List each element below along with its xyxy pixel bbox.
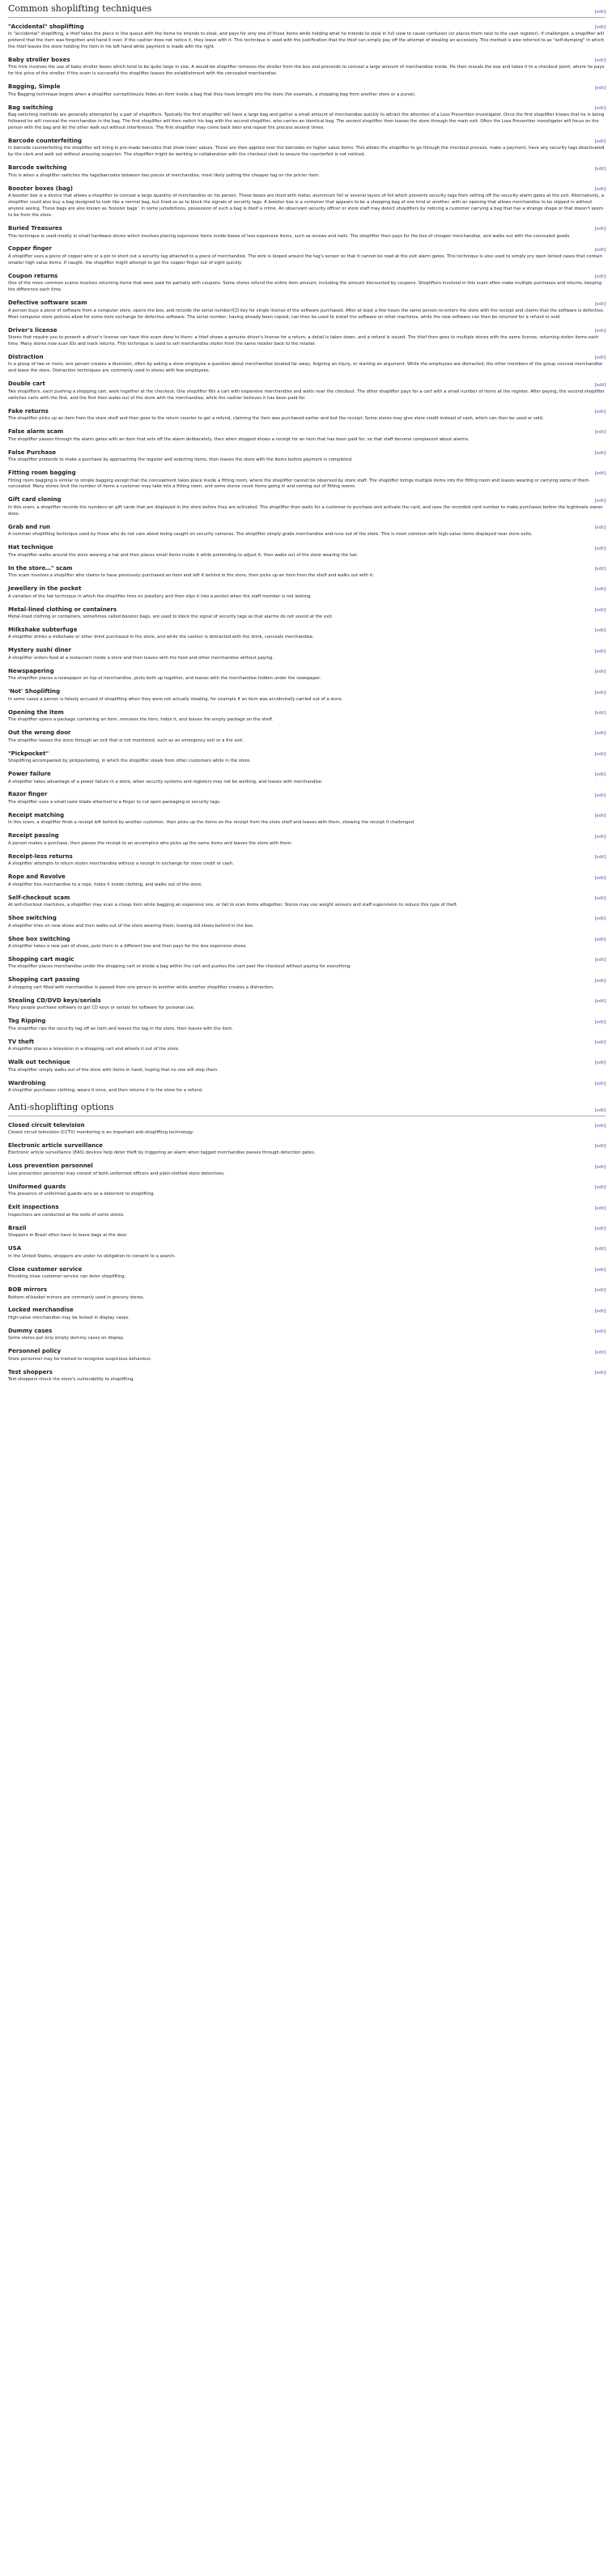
- subsection: [8, 1162, 606, 1177]
- subsection-heading: Close customer service [edit]: [8, 1265, 606, 1273]
- section-heading-anti: Anti-shoplifting options [edit]: [8, 1101, 606, 1116]
- subsection: [8, 185, 606, 219]
- paragraph: A shoplifter places a television in a shopping cart and wheels it out of the store.: [8, 1047, 180, 1052]
- edit-link[interactable]: [edit]: [595, 1041, 606, 1045]
- edit-link[interactable]: [edit]: [595, 1109, 606, 1114]
- subsection-heading: Opening the item [edit]: [8, 708, 606, 716]
- subsection-heading: Closed circuit television [edit]: [8, 1121, 606, 1129]
- subsection-heading: Shopping cart magic [edit]: [8, 955, 606, 963]
- paragraph: A shoplifter tries on new shoes and then walks out of the store wearing them, leaving old shoes behind in the box.: [8, 923, 254, 929]
- paragraph: Bag switching methods are generally attempted by a pair of shoplifters. Typically the first shoplifter will have a large bag and gather a small amount of merchandise quickly to attract the attention of a Loss Prevention investigator. Once the first shoplifter knows that he is being followed he will conceal the merchandise in the bag. The first shoplifter will then switch his bag with the second shoplifter, who carries an identical bag. The second shoplifter then leaves the store through the main exit. Often the Loss Prevention investigator will focus on the person with the bag and let the other walk out without interference. The first shoplifter may come back later and repeat the process several times.: [8, 113, 605, 130]
- edit-link[interactable]: [edit]: [595, 670, 606, 675]
- subsection: [8, 852, 606, 868]
- subsection-heading: Personnel policy [edit]: [8, 1348, 606, 1355]
- subsection: [8, 1368, 606, 1384]
- subsection: [8, 750, 606, 765]
- edit-link[interactable]: [edit]: [595, 959, 606, 963]
- edit-link[interactable]: [edit]: [595, 629, 606, 634]
- subsection: [8, 1141, 606, 1157]
- subsection-heading: Driver's license [edit]: [8, 326, 606, 334]
- paragraph: The shoplifter walks around the store wearing a hat and then places small items inside it while pretending to adjust it, then walks out of the store wearing the hat.: [8, 552, 359, 558]
- edit-link[interactable]: [edit]: [595, 814, 606, 819]
- paragraph: A shoplifter takes a new pair of shoes, puts them in a different box and then pays for the less expensive shoes.: [8, 944, 248, 949]
- edit-link[interactable]: [edit]: [595, 1309, 606, 1314]
- subsection-heading: "Accidental" shoplifting [edit]: [8, 23, 606, 30]
- paragraph: Test shoppers check the store's vulnerability to shoplifting.: [8, 1377, 135, 1383]
- subsection: [8, 770, 606, 785]
- subsection-heading: False Purchase [edit]: [8, 448, 606, 456]
- subsection-heading: Grab and run [edit]: [8, 523, 606, 531]
- subsection: [8, 244, 606, 266]
- subsection: [8, 626, 606, 641]
- subsection-heading: Razor finger [edit]: [8, 791, 606, 798]
- subsection-heading: Receipt-less returns [edit]: [8, 852, 606, 861]
- subsection-heading: Self-checkout scam [edit]: [8, 894, 606, 901]
- edit-link[interactable]: [edit]: [595, 1020, 606, 1025]
- subsection: [8, 955, 606, 971]
- paragraph: Shoplifting accompanied by pickpocketing, in which the shoplifter steals from other customers while in the store.: [8, 759, 252, 764]
- subsection-heading: Locked merchandise [edit]: [8, 1307, 606, 1314]
- subsection: [8, 811, 606, 827]
- subsection: [8, 495, 606, 517]
- subsection-heading: Stealing CD/DVD keys/serials [edit]: [8, 997, 606, 1005]
- subsection: [8, 790, 606, 806]
- subsection: [8, 564, 606, 580]
- paragraph: A shoplifter drinks a milkshake or other drink purchased in the store, and while the cashier is distracted with the drink, conceals merchandise.: [8, 635, 314, 640]
- paragraph: This is when a shoplifter switches the tags/barcodes between two pieces of merchandise, most likely putting the cheaper tag on the pricier item.: [8, 172, 320, 178]
- subsection: [8, 729, 606, 744]
- edit-link[interactable]: [edit]: [595, 1350, 606, 1355]
- subsection-heading: Out the wrong door [edit]: [8, 729, 606, 737]
- subsection: [8, 272, 606, 294]
- main-sections: [8, 23, 606, 1095]
- paragraph: The Bagging technique begins when a shoplifter surreptitiously hides an item inside a bag that they have brought into the store (for example, a shopping bag from another store or a purse).: [8, 91, 416, 97]
- subsection-heading: Rope and Revolve [edit]: [8, 874, 606, 881]
- subsection-heading: In the store…" scam [edit]: [8, 564, 606, 572]
- paragraph: Stores that require you to present a driver's license can have this scam done to them: a thief shows a genuine driver's license for a return, a detail is taken down, and a refund is issued. The thief then goes to multiple stores with the same license, returning stolen items each time. Many stores now scan IDs and track returns. This technique is used to sell merchandise stolen from the same retailer back to the retailer.: [8, 335, 599, 346]
- subsection: [8, 299, 606, 321]
- edit-link[interactable]: [edit]: [595, 649, 606, 654]
- subsection-heading: Exit inspections [edit]: [8, 1204, 606, 1211]
- subsection: [8, 380, 606, 402]
- subsection-heading: Test shoppers [edit]: [8, 1368, 606, 1376]
- subsection-heading: BOB mirrors [edit]: [8, 1286, 606, 1294]
- edit-link[interactable]: [edit]: [595, 732, 606, 737]
- paragraph: Loss prevention personnel may consist of both uniformed officers and plain-clothed store detectives.: [8, 1171, 225, 1176]
- paragraph: The shoplifter places a newspaper on top of merchandise, picks both up together, and leaves with the merchandise hidden under the newspaper.: [8, 676, 321, 682]
- paragraph: This trick involves the use of baby stroller boxes which tend to be quite large in size. A would-be shoplifter removes the stroller from the box and proceeds to conceal a large amount of merchandise inside. He then reseals the box and takes it to a checkout point, where he pays for the price of the stroller. If the scam is successful the shoplifter leaves the establishment with the concealed merchandise.: [8, 65, 605, 77]
- subsection: [8, 543, 606, 559]
- paragraph: A shoplifter ties merchandise to a rope, hides it inside clothing, and walks out of the store.: [8, 882, 203, 887]
- subsection-heading: Power failure [edit]: [8, 771, 606, 778]
- subsection: [8, 469, 606, 491]
- subsection-heading: Defective software scam [edit]: [8, 300, 606, 307]
- subsection-heading: Walk out technique [edit]: [8, 1059, 606, 1066]
- edit-link[interactable]: [edit]: [595, 451, 606, 456]
- paragraph: A booster box is a device that allows a shoplifter to conceal a large quantity of merchandise on his person. These boxes are lined with metal, aluminium foil or several layers of foil which prevents security tags from setting off the security alarm gates at the exit. Alternatively, a shoplifter could also buy a bag designed to look like a normal bag, but lined so as to block the signals of security tags. A booster box is a container that appears to be a shopping bag of one kind or another, with an opening that allows merchandise to be slipped in without anyone seeing. These bags are also known as 'booster bags'. In some jurisdictions, possession of such a bag is itself a crime. An observant security officer or store staff may detect shoplifters by noticing a customer carrying a bag that has a strange shape or that doesn't seem to be from the store.: [8, 193, 605, 219]
- subsection: [8, 831, 606, 847]
- paragraph: High-value merchandise may be locked in display cases.: [8, 1315, 130, 1320]
- subsection: [8, 1038, 606, 1053]
- edit-link[interactable]: [edit]: [595, 793, 606, 798]
- edit-link[interactable]: [edit]: [595, 302, 606, 307]
- paragraph: In this scam, a shoplifter finds a receipt left behind by another customer, then picks up the items on the receipt from the store shelf and leaves with them, showing the receipt if challenged.: [8, 820, 415, 826]
- subsection: [8, 708, 606, 724]
- subsection-heading: Jewellery in the pocket [edit]: [8, 585, 606, 593]
- edit-link[interactable]: [edit]: [595, 691, 606, 695]
- subsection-heading: Shoe box switching [edit]: [8, 935, 606, 942]
- edit-link[interactable]: [edit]: [595, 608, 606, 613]
- paragraph: A shoplifter uses a piece of copper wire or a pin to short out a security tag attached to a piece of merchandise. The wire is looped around the tag's sensor so that it cannot be read at the exit alarm gates. This technique is also used to simply pry open locked cases that contain smaller high value items. If caught, the shoplifter might attempt to get the copper finger out of sight quickly.: [8, 253, 602, 266]
- paragraph: In the United States, shoppers are under no obligation to consent to a search.: [8, 1253, 176, 1259]
- edit-link[interactable]: [edit]: [595, 329, 606, 334]
- subsection: [8, 1244, 606, 1260]
- subsection: [8, 914, 606, 929]
- paragraph: A person buys a piece of software from a computer store, opens the box, and records the serial number/CD key for single license of the software purchased. After at least a few hours the same person re-enters the store with the receipt and claims that the software is defective. Most computer store policies allow for some item exchange for defective software. The serial number, having already been copied, can then be used to install the software on other machines, while the new software can then be returned for a refund or sold.: [8, 308, 605, 320]
- subsection: [8, 1286, 606, 1301]
- subsection: [8, 976, 606, 991]
- paragraph: Many people purchase software to get CD keys or serials for software for personal use.: [8, 1005, 195, 1011]
- subsection: [8, 606, 606, 621]
- paragraph: Bottom-of-basket mirrors are commonly used in grocery stores.: [8, 1294, 145, 1300]
- subsection: [8, 667, 606, 682]
- paragraph: Store personnel may be trained to recognise suspicious behaviour.: [8, 1356, 152, 1362]
- subsection: [8, 1058, 606, 1073]
- edit-link[interactable]: [edit]: [595, 11, 606, 15]
- subsection: [8, 1347, 606, 1362]
- edit-link[interactable]: [edit]: [595, 410, 606, 414]
- edit-link[interactable]: [edit]: [595, 472, 606, 477]
- edit-link[interactable]: [edit]: [595, 356, 606, 361]
- subsection: [8, 873, 606, 888]
- edit-link[interactable]: [edit]: [595, 937, 606, 942]
- edit-link[interactable]: [edit]: [595, 167, 606, 172]
- paragraph: The shoplifter uses a small razor blade attached to a finger to cut open packaging or security tags.: [8, 799, 221, 805]
- subsection-heading: Metal-lined clothing or containers [edit]: [8, 606, 606, 613]
- paragraph: The shoplifter places merchandise under the shopping cart or inside a bag within the cart and pushes the cart past the checkout without paying for everything.: [8, 964, 351, 970]
- subsection-heading: Electronic article surveillance [edit]: [8, 1141, 606, 1150]
- paragraph: This scam involves a shoplifter who claims to have previously purchased an item and left it behind in the store, then picks up an item from the shelf and walks out with it.: [8, 573, 375, 579]
- paragraph: Electronic article surveillance (EAS) devices help deter theft by triggering an alarm when tagged merchandise passes through detection gates.: [8, 1150, 316, 1156]
- subsection: [8, 523, 606, 538]
- edit-link[interactable]: [edit]: [595, 1227, 606, 1231]
- subsection: [8, 894, 606, 909]
- subsection-heading: "Pickpocket" [edit]: [8, 750, 606, 757]
- subsection: [8, 83, 606, 98]
- edit-link[interactable]: [edit]: [595, 1206, 606, 1211]
- paragraph: The shoplifter leaves the store through an exit that is not monitored, such as an emergency exit or a fire exit.: [8, 738, 244, 743]
- subsection: [8, 56, 606, 78]
- subsection-heading: Double cart [edit]: [8, 380, 606, 388]
- paragraph: Providing close customer service can deter shoplifting.: [8, 1274, 126, 1280]
- paragraph: A common shoplifting technique used by those who do not care about being caught on security cameras. The shoplifter simply grabs merchandise and runs out of the store. This is most common with high-value items displayed near store exits.: [8, 532, 533, 538]
- subsection: [8, 1224, 606, 1239]
- edit-link[interactable]: [edit]: [595, 248, 606, 253]
- subsection-heading: Milkshake subterfuge [edit]: [8, 626, 606, 634]
- paragraph: The shoplifter opens a package containing an item, removes the item, hides it, and leaves the empty package on the shelf.: [8, 717, 274, 723]
- edit-link[interactable]: [edit]: [595, 917, 606, 922]
- subsection-heading: Barcode switching [edit]: [8, 164, 606, 172]
- edit-link[interactable]: [edit]: [595, 856, 606, 861]
- paragraph: A variation of the hat technique in which the shoplifter tries on jewellery and then slips it into a pocket when the staff member is not looking.: [8, 593, 312, 599]
- subsection-heading: Dummy cases [edit]: [8, 1327, 606, 1335]
- edit-link[interactable]: [edit]: [595, 383, 606, 388]
- edit-link[interactable]: [edit]: [595, 712, 606, 716]
- edit-link[interactable]: [edit]: [595, 526, 606, 531]
- paragraph: A shopping cart filled with merchandise is passed from one person to another while another shoplifter creates a distraction.: [8, 984, 274, 990]
- subsection-heading: Fitting room bagging [edit]: [8, 470, 606, 477]
- edit-link[interactable]: [edit]: [595, 275, 606, 280]
- subsection-heading: False alarm scam [edit]: [8, 428, 606, 436]
- subsection: [8, 935, 606, 950]
- subsection: [8, 584, 606, 600]
- subsection-heading: Mystery sushi diner [edit]: [8, 647, 606, 654]
- subsection-heading: Tag Ripping [edit]: [8, 1018, 606, 1025]
- subsection-heading: TV theft [edit]: [8, 1038, 606, 1045]
- paragraph: A shoplifter purchases clothing, wears it once, and then returns it to the store for a refund.: [8, 1088, 203, 1094]
- subsection-heading: Distraction [edit]: [8, 353, 606, 361]
- edit-link[interactable]: [edit]: [595, 773, 606, 778]
- subsection-heading: Loss prevention personnel [edit]: [8, 1163, 606, 1170]
- paragraph: The shoplifter picks up an item from the store shelf and then goes to the return counter to get a refund, claiming the item was purchased earlier and lost the receipt. Some stores may give store credit instead of cash, which can then be used or sold.: [8, 416, 544, 422]
- subsection: [8, 687, 606, 703]
- subsection-heading: Receipt matching [edit]: [8, 811, 606, 819]
- paragraph: A shoplifter attempts to return stolen merchandise without a receipt in exchange for store credit or cash.: [8, 861, 234, 867]
- edit-link[interactable]: [edit]: [595, 1248, 606, 1252]
- edit-link[interactable]: [edit]: [595, 835, 606, 840]
- paragraph: This technique is used mostly in small hardware stores which involves placing expensive items inside boxes of less expensive items, such as screws and nails. The shoplifter then pays for the box of cheaper merchandise, and walks out with the concealed goods.: [8, 233, 571, 239]
- subsection: [8, 23, 606, 51]
- subsection: [8, 1017, 606, 1032]
- edit-link[interactable]: [edit]: [595, 1186, 606, 1191]
- paragraph: Inspections are conducted at the exits of some stores.: [8, 1212, 125, 1218]
- edit-link[interactable]: [edit]: [595, 25, 606, 30]
- subsection: [8, 407, 606, 423]
- subsection-heading: Buried Treasures [edit]: [8, 225, 606, 232]
- subsection: [8, 1121, 606, 1137]
- edit-link[interactable]: [edit]: [595, 1061, 606, 1066]
- paragraph: Some stores put only empty dummy cases on display.: [8, 1336, 125, 1341]
- paragraph: Shoppers in Brazil often have to leave bags at the door.: [8, 1233, 128, 1239]
- subsection-heading: Bag switching [edit]: [8, 104, 606, 111]
- subsection-heading: Copper finger [edit]: [8, 245, 606, 253]
- subsection-heading: Barcode counterfeiting [edit]: [8, 137, 606, 145]
- paragraph: A shoplifter takes advantage of a power failure in a store, when security systems and registers may not be working, and leaves with merchandise.: [8, 779, 323, 784]
- edit-link[interactable]: [edit]: [595, 86, 606, 91]
- subsection: [8, 646, 606, 661]
- edit-link[interactable]: [edit]: [595, 876, 606, 881]
- subsection: [8, 326, 606, 348]
- paragraph: Metal-lined clothing or containers, sometimes called booster bags, are used to block the signal of security tags so that alarms do not sound at the exit.: [8, 614, 334, 619]
- paragraph: The shoplifter passes through the alarm gates with an item that sets off the alarm deliberately, then when stopped shows a receipt for an item that has been paid for, so that staff become complacent about alarms.: [8, 436, 470, 442]
- edit-link[interactable]: [edit]: [595, 1000, 606, 1005]
- edit-link[interactable]: [edit]: [595, 1268, 606, 1273]
- paragraph: At self-checkout machines, a shoplifter may scan a cheap item while bagging an expensive one, or fail to scan items altogether. Stores may use weight sensors and staff supervision to reduce this type of theft.: [8, 903, 458, 908]
- edit-link[interactable]: [edit]: [595, 140, 606, 145]
- subsection: [8, 164, 606, 179]
- edit-link[interactable]: [edit]: [595, 588, 606, 593]
- edit-link[interactable]: [edit]: [595, 896, 606, 901]
- subsection-heading: Gift card cloning [edit]: [8, 496, 606, 504]
- edit-link[interactable]: [edit]: [595, 979, 606, 984]
- paragraph: In some cases a person is falsely accused of shoplifting when they were not actually stealing, for example if an item was accidentally carried out of a store.: [8, 696, 343, 702]
- paragraph: The shoplifter rips the security tag off an item and leaves the tag in the store, then leaves with the item.: [8, 1026, 234, 1031]
- subsection: [8, 1079, 606, 1095]
- paragraph: In "accidental" shoplifting, a thief takes the place in line queue with the items he intends to steal, and pays for only one of those items while holding what he intends to steal in full view to cause confusion (or places them next to the cash register). If challenged, a shoplifter will pretend that the item was forgotten and hand it over. If the cashier does not notice it, they leave with it. This technique is used with the justification that the thief can simply pay off the attempt of stealing an accessory. This method is also referred to as "self-dumping" in which the thief leaves the store holding the item in his left hand while payment is made with the right.: [8, 32, 605, 49]
- subsection-heading: Newspapering [edit]: [8, 667, 606, 675]
- subsection-heading: Coupon returns [edit]: [8, 272, 606, 280]
- paragraph: In this scam, a shoplifter records the numbers on gift cards that are displayed in the store before they are activated. The shoplifter then waits for a customer to purchase and activate the card, and uses the recorded card number to make purchases before the legitimate owner does.: [8, 504, 603, 516]
- paragraph: The shoplifter pretends to make a purchase by approaching the register and selecting items, then leaves the store with the items before payment is completed.: [8, 457, 353, 463]
- paragraph: Two shoplifters, each pushing a shopping cart, work together at the checkout. One shoplifter fills a cart with expensive merchandise and waits near the checkout. The other shoplifter pays for a cart with a small number of items at the register. After paying, the second shoplifter switches carts with the first, and the first then walks out of the store with the merchandise, while the cashier believes it has been paid for.: [8, 389, 605, 401]
- subsection: [8, 1327, 606, 1342]
- edit-link[interactable]: [edit]: [595, 499, 606, 504]
- paragraph: A person makes a purchase, then passes the receipt to an accomplice who picks up the same items and leaves the store with them.: [8, 840, 293, 846]
- subsection: [8, 104, 606, 132]
- edit-link[interactable]: [edit]: [595, 227, 606, 232]
- edit-link[interactable]: [edit]: [595, 1165, 606, 1170]
- edit-link[interactable]: [edit]: [595, 1371, 606, 1376]
- paragraph: In barcode counterfeiting the shoplifter will bring in pre-made barcodes that show lower values. These are then applied over the barcodes on higher value items. This allows the shoplifter to go through the checkout process, make a payment, have any security tags deactivated by the clerk and walk out without arousing suspicion. The shoplifter might be working in collaboration with the checkout clerk to ensure the counterfeit is not noticed.: [8, 146, 605, 158]
- subsection-heading: Baby stroller boxes [edit]: [8, 56, 606, 64]
- subsection-heading: Bagging, Simple [edit]: [8, 83, 606, 91]
- subsection-heading: Shopping cart passing [edit]: [8, 976, 606, 984]
- edit-link[interactable]: [edit]: [595, 106, 606, 111]
- subsection: [8, 1183, 606, 1198]
- edit-link[interactable]: [edit]: [595, 1289, 606, 1294]
- subsection-heading: Fake returns [edit]: [8, 407, 606, 414]
- edit-link[interactable]: [edit]: [595, 188, 606, 193]
- edit-link[interactable]: [edit]: [595, 431, 606, 436]
- subsection: [8, 224, 606, 240]
- edit-link[interactable]: [edit]: [595, 1145, 606, 1150]
- subsection-heading: Uniformed guards [edit]: [8, 1183, 606, 1191]
- edit-link[interactable]: [edit]: [595, 1082, 606, 1086]
- edit-link[interactable]: [edit]: [595, 59, 606, 64]
- subsection-heading: Hat technique [edit]: [8, 544, 606, 551]
- subsection-heading: Brazil [edit]: [8, 1224, 606, 1231]
- paragraph: The shoplifter simply walks out of the store with items in hand, hoping that no one will stop them.: [8, 1067, 219, 1073]
- subsection: [8, 1306, 606, 1321]
- subsection: [8, 1265, 606, 1281]
- subsection: [8, 353, 606, 375]
- edit-link[interactable]: [edit]: [595, 752, 606, 757]
- subsection: [8, 997, 606, 1012]
- subsection-heading: 'Not' Shoplifting [edit]: [8, 688, 606, 695]
- paragraph: A shoplifter orders food at a restaurant inside a store and then leaves with the food and other merchandise without paying.: [8, 655, 274, 661]
- edit-link[interactable]: [edit]: [595, 1124, 606, 1129]
- subsection-heading: Receipt passing [edit]: [8, 832, 606, 840]
- edit-link[interactable]: [edit]: [595, 1330, 606, 1335]
- subsection: [8, 448, 606, 464]
- paragraph: Closed circuit television (CCTV) monitoring is an important anti-shoplifting technology.: [8, 1130, 194, 1135]
- edit-link[interactable]: [edit]: [595, 567, 606, 572]
- paragraph: In a group of two or more, one person creates a diversion, often by asking a store employee a question about merchandise located far away, feigning an injury, or starting an argument. While the employees are distracted, the other members of the group conceal merchandise and leave the store. Distraction techniques are commonly used in stores with few employees.: [8, 362, 603, 374]
- subsection-heading: USA [edit]: [8, 1245, 606, 1252]
- section-heading-main: Common shoplifting techniques [edit]: [8, 2, 606, 18]
- subsection: [8, 137, 606, 159]
- subsection: [8, 1203, 606, 1218]
- subsection-heading: Booster boxes (bag) [edit]: [8, 185, 606, 193]
- subsection-heading: Shoe switching [edit]: [8, 915, 606, 922]
- paragraph: Fitting room bagging is similar to simple bagging except that the concealment takes place inside a fitting room, where the shoplifter cannot be observed by store staff. The shoplifter brings multiple items into the fitting room and leaves wearing or carrying some of them concealed. Many stores limit the number of items a customer may take into a fitting room, and some stores count items going in and coming out of fitting rooms.: [8, 478, 589, 490]
- subsection: [8, 427, 606, 443]
- subsection-heading: Wardrobing [edit]: [8, 1079, 606, 1086]
- paragraph: The presence of uniformed guards acts as a deterrent to shoplifting.: [8, 1192, 155, 1197]
- anti-sections: [8, 1121, 606, 1384]
- paragraph: One of the more common scams involves returning items that were paid for partially with coupons. Some stores refund the entire item amount, including the amount discounted by coupons. Shoplifters involved in this scam often make multiple purchases and returns, keeping the difference each time.: [8, 281, 602, 293]
- edit-link[interactable]: [edit]: [595, 546, 606, 551]
